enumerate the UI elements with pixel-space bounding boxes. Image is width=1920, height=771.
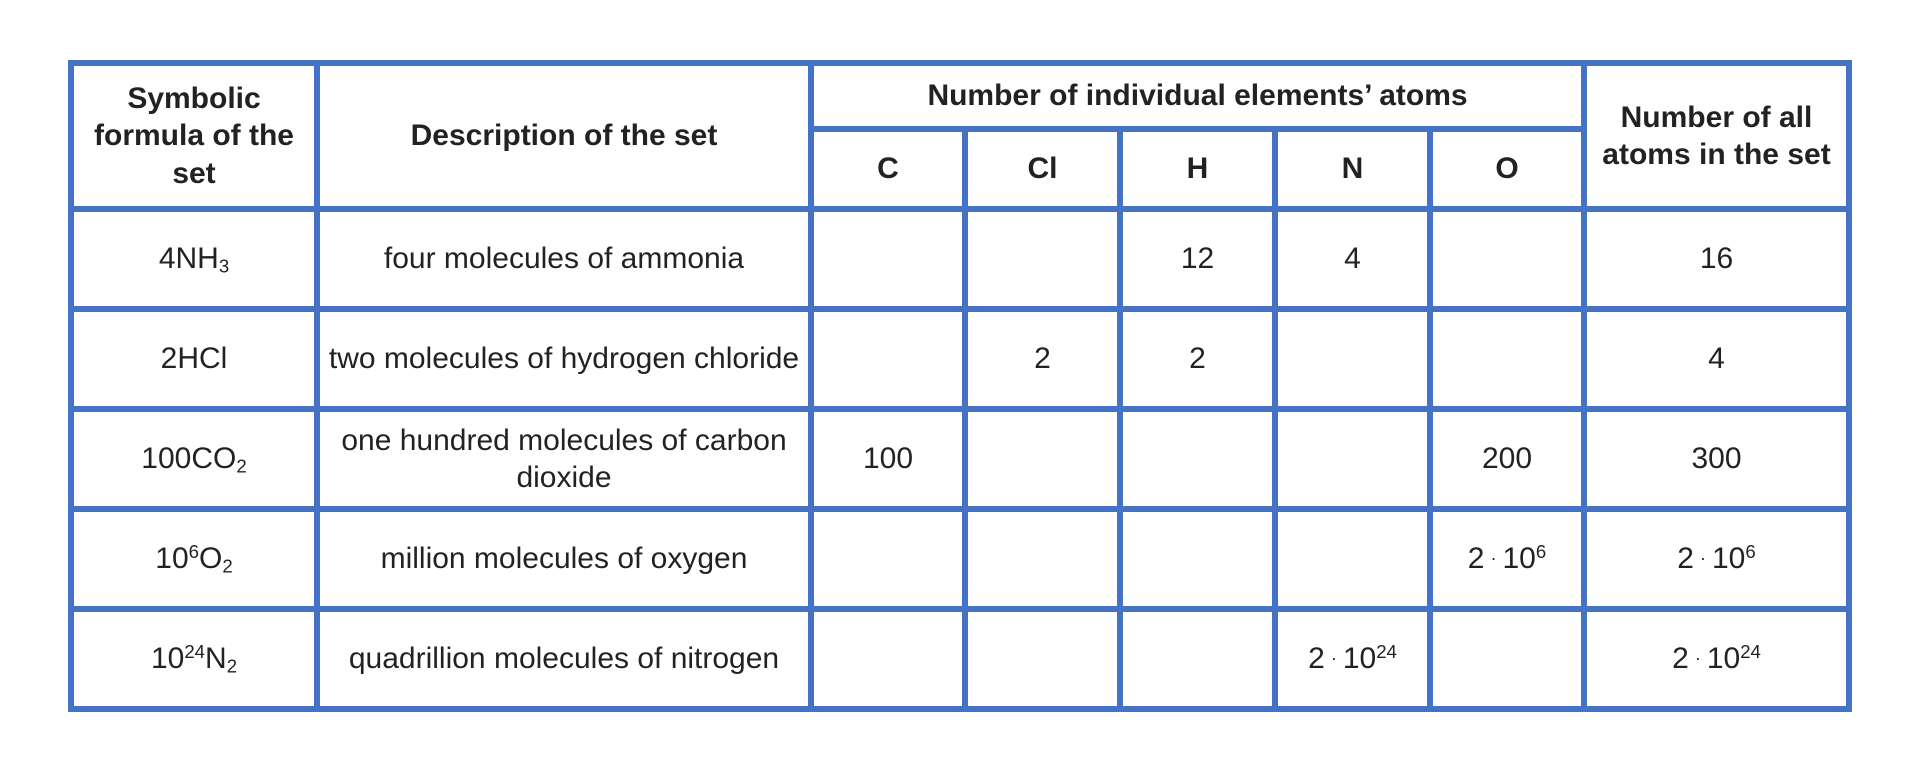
formula-coefficient: 4 bbox=[158, 242, 176, 276]
description-cell: quadrillion molecules of nitrogen bbox=[317, 609, 811, 709]
total-atoms-cell: 4 bbox=[1584, 309, 1849, 409]
formula-symbol: N bbox=[205, 642, 227, 676]
formula-coefficient-exponent: 6 bbox=[188, 541, 200, 563]
element-count-c bbox=[811, 609, 965, 709]
sci-multiplier: 2 bbox=[1308, 642, 1325, 676]
formula-symbol: NH bbox=[175, 242, 219, 276]
formula-coefficient: 100 bbox=[141, 442, 192, 476]
element-count-o bbox=[1430, 209, 1584, 309]
element-count-n: 4 bbox=[1275, 209, 1430, 309]
multiply-dot: · bbox=[1699, 547, 1706, 568]
element-count-c bbox=[811, 509, 965, 609]
description-cell: million molecules of oxygen bbox=[317, 509, 811, 609]
element-count-cl bbox=[965, 609, 1120, 709]
element-count-cl: 2 bbox=[965, 309, 1120, 409]
element-count-h bbox=[1120, 609, 1275, 709]
element-header-o: O bbox=[1430, 129, 1584, 209]
sci-exponent: 24 bbox=[1376, 641, 1397, 663]
sci-exponent: 6 bbox=[1745, 541, 1756, 563]
formula-symbol: CO bbox=[191, 442, 237, 476]
sci-exponent: 24 bbox=[1740, 641, 1761, 663]
table-row bbox=[71, 209, 1849, 309]
multiply-dot: · bbox=[1694, 647, 1701, 668]
formula-subscript: 2 bbox=[222, 555, 233, 577]
element-count-o bbox=[1430, 309, 1584, 409]
formula-cell bbox=[71, 609, 317, 709]
sci-base: 10 bbox=[1706, 642, 1741, 676]
element-count-o bbox=[1430, 609, 1584, 709]
sci-base: 10 bbox=[1342, 642, 1377, 676]
element-header-cl: Cl bbox=[965, 129, 1120, 209]
element-count-n bbox=[1275, 509, 1430, 609]
table-row bbox=[71, 409, 1849, 509]
table-row bbox=[71, 609, 1849, 709]
sci-exponent: 6 bbox=[1535, 541, 1547, 563]
table-header bbox=[71, 63, 1849, 209]
formula-symbol: HCl bbox=[177, 342, 228, 376]
element-header-h: H bbox=[1120, 129, 1275, 209]
table-row bbox=[71, 509, 1849, 609]
formula-cell bbox=[71, 409, 317, 509]
element-count-h: 12 bbox=[1120, 209, 1275, 309]
formula-column-header: Symbolic formula of the set bbox=[71, 63, 317, 209]
element-count-cl bbox=[965, 409, 1120, 509]
formula-subscript: 3 bbox=[218, 255, 230, 277]
sci-base: 10 bbox=[1711, 542, 1746, 576]
description-column-header: Description of the set bbox=[317, 63, 811, 209]
table-body bbox=[71, 209, 1849, 709]
formula-subscript: 2 bbox=[236, 455, 247, 477]
formula-coefficient: 2 bbox=[160, 342, 178, 376]
element-count-c bbox=[811, 309, 965, 409]
atoms-table bbox=[68, 60, 1852, 712]
element-count-n bbox=[1275, 309, 1430, 409]
formula-cell bbox=[71, 309, 317, 409]
element-count-c: 100 bbox=[811, 409, 965, 509]
formula-coefficient: 10 bbox=[155, 542, 189, 576]
element-count-h: 2 bbox=[1120, 309, 1275, 409]
multiply-dot: · bbox=[1490, 547, 1497, 568]
description-cell: two molecules of hydrogen chloride bbox=[317, 309, 811, 409]
description-cell: one hundred molecules of carbon dioxide bbox=[317, 409, 811, 509]
description-cell: four molecules of ammonia bbox=[317, 209, 811, 309]
formula-subscript: 2 bbox=[226, 655, 238, 677]
formula-coefficient-exponent: 24 bbox=[184, 641, 206, 663]
total-atoms-column-header: Number of all atoms in the set bbox=[1584, 63, 1849, 209]
total-atoms-cell: 300 bbox=[1584, 409, 1849, 509]
element-count-n bbox=[1275, 609, 1430, 709]
formula-cell bbox=[71, 209, 317, 309]
element-count-h bbox=[1120, 409, 1275, 509]
element-count-o bbox=[1430, 509, 1584, 609]
formula-symbol: O bbox=[199, 542, 223, 576]
multiply-dot: · bbox=[1330, 647, 1337, 668]
element-header-c: C bbox=[811, 129, 965, 209]
total-atoms-cell: 16 bbox=[1584, 209, 1849, 309]
element-count-o: 200 bbox=[1430, 409, 1584, 509]
table-row bbox=[71, 309, 1849, 409]
sci-base: 10 bbox=[1502, 542, 1536, 576]
element-count-cl bbox=[965, 509, 1120, 609]
element-count-c bbox=[811, 209, 965, 309]
element-count-h bbox=[1120, 509, 1275, 609]
sci-multiplier: 2 bbox=[1677, 542, 1694, 576]
formula-cell bbox=[71, 509, 317, 609]
formula-coefficient: 10 bbox=[150, 642, 185, 676]
sci-multiplier: 2 bbox=[1672, 642, 1689, 676]
total-atoms-cell bbox=[1584, 509, 1849, 609]
total-atoms-cell bbox=[1584, 609, 1849, 709]
element-count-cl bbox=[965, 209, 1120, 309]
sci-multiplier: 2 bbox=[1467, 542, 1485, 576]
element-atoms-group-header: Number of individual elements’ atoms bbox=[811, 63, 1584, 129]
element-header-n: N bbox=[1275, 129, 1430, 209]
element-count-n bbox=[1275, 409, 1430, 509]
